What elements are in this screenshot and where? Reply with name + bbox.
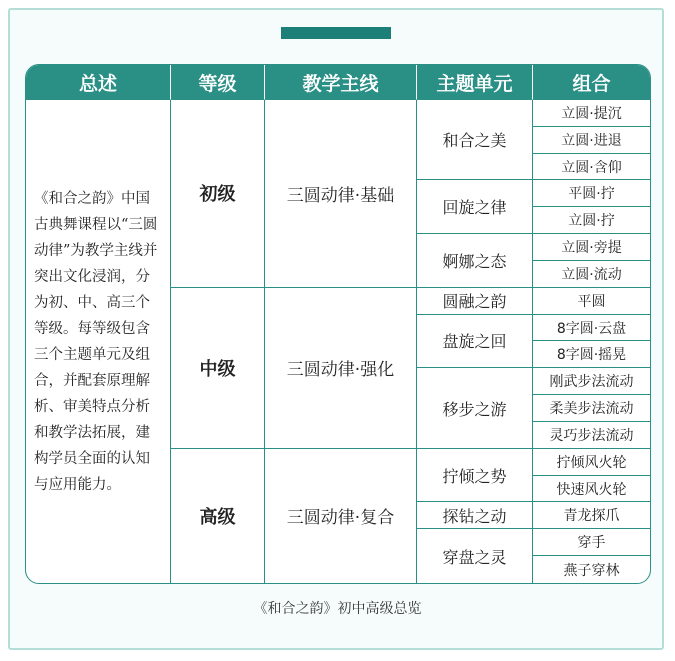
level-name: 高级	[171, 449, 265, 583]
combination: 刚武步法流动	[533, 368, 650, 395]
combination: 平圆	[533, 288, 650, 315]
theme-unit: 回旋之律	[417, 180, 533, 234]
table-caption: 《和合之韵》初中高级总览	[253, 601, 422, 617]
header-theme-unit: 主题单元	[417, 65, 533, 100]
combination: 柔美步法流动	[533, 395, 650, 422]
level-name: 初级	[171, 100, 265, 288]
combination: 立圆·含仰	[533, 154, 650, 181]
combination: 8字圆·摇晃	[533, 341, 650, 368]
combination: 平圆·拧	[533, 180, 650, 207]
theme-unit: 和合之美	[417, 100, 533, 180]
theme-unit: 拧倾之势	[417, 449, 533, 503]
combination: 立圆·旁提	[533, 234, 650, 261]
combination: 拧倾风火轮	[533, 449, 650, 476]
combination: 青龙探爪	[533, 502, 650, 529]
combination: 8字圆·云盘	[533, 315, 650, 342]
combination: 立圆·流动	[533, 261, 650, 288]
theme-unit: 圆融之韵	[417, 288, 533, 315]
header-combination: 组合	[533, 65, 650, 100]
teaching-line: 三圆动律·强化	[265, 288, 417, 449]
level-name: 中级	[171, 288, 265, 449]
teaching-line: 三圆动律·基础	[265, 100, 417, 288]
header-teaching-line: 教学主线	[265, 65, 417, 100]
combination: 立圆·拧	[533, 207, 650, 234]
theme-unit: 盘旋之回	[417, 315, 533, 369]
summary-cell: 《和合之韵》中国古典舞课程以“三圆动律”为教学主线并突出文化浸润，分为初、中、高三个等级。每等级包含三个主题单元及组合，并配套原理解析、审美特点分析和教学法拓展，建构学员全面的认知与应用能力。	[26, 100, 171, 583]
theme-unit: 穿盘之灵	[417, 529, 533, 583]
table-row	[26, 100, 650, 127]
table-header-row	[26, 65, 650, 100]
combination: 快速风火轮	[533, 476, 650, 503]
header-level: 等级	[171, 65, 265, 100]
combination: 灵巧步法流动	[533, 422, 650, 449]
header-summary: 总述	[26, 65, 171, 100]
teaching-line: 三圆动律·复合	[265, 449, 417, 583]
combination: 立圆·进退	[533, 127, 650, 154]
theme-unit: 婀娜之态	[417, 234, 533, 288]
theme-unit: 探钻之动	[417, 502, 533, 529]
theme-unit: 移步之游	[417, 368, 533, 448]
combination: 穿手	[533, 529, 650, 556]
combination: 立圆·提沉	[533, 100, 650, 127]
title-bar-decoration	[281, 27, 391, 39]
combination: 燕子穿林	[563, 562, 620, 579]
course-overview-table	[25, 64, 651, 584]
